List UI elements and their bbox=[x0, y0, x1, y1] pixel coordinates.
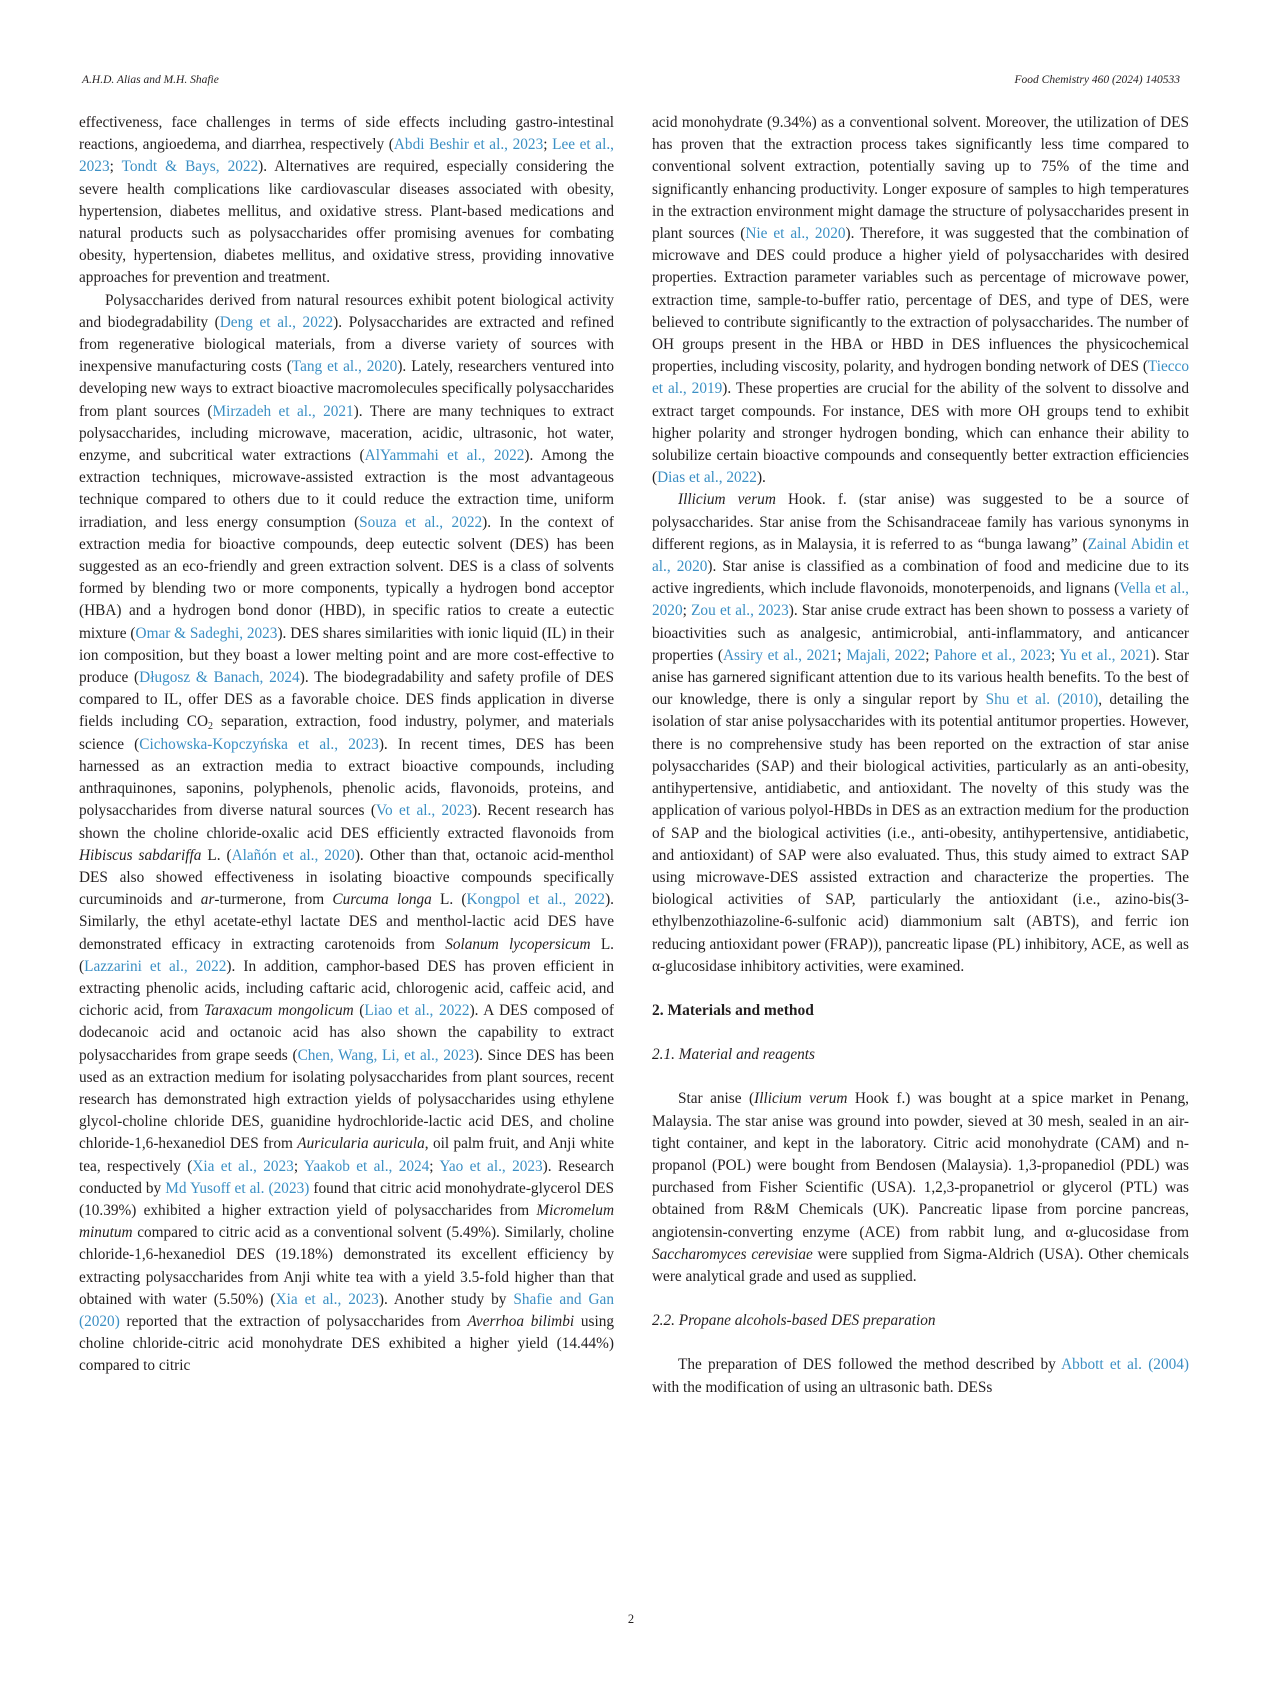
citation-link[interactable]: Majali, 2022 bbox=[846, 646, 926, 664]
page-number: 2 bbox=[627, 1612, 635, 1626]
citation-link[interactable]: Yaakob et al., 2024 bbox=[303, 1157, 430, 1175]
citation-link[interactable]: Abdi Beshir et al., 2023 bbox=[393, 136, 544, 154]
species-name: Curcuma longa bbox=[332, 891, 432, 909]
citation-link[interactable]: Dias et al., 2022 bbox=[657, 469, 757, 487]
citation-link[interactable]: Nie et al., 2020 bbox=[745, 225, 846, 243]
citation-link[interactable]: Chen, Wang, Li, et al., 2023 bbox=[297, 1046, 474, 1064]
species-name: Averrhoa bilimbi bbox=[467, 1312, 575, 1330]
citation-link[interactable]: Yu et al., 2021 bbox=[1059, 646, 1151, 664]
paragraph: The preparation of DES followed the method described by Abbott et al. (2004) with the modification of using an ultrasonic bath. DESs bbox=[652, 1356, 1189, 1396]
citation-link[interactable]: Xia et al., 2023 bbox=[275, 1290, 379, 1308]
species-name: Micromelum minutum bbox=[79, 1201, 614, 1242]
citation-link[interactable]: Abbott et al. (2004) bbox=[1061, 1356, 1189, 1374]
citation-link[interactable]: Shafie and Gan (2020) bbox=[79, 1290, 614, 1330]
species-name: Auricularia auricula bbox=[297, 1135, 425, 1153]
paragraph: acid monohydrate (9.34%) as a conventional solvent. Moreover, the utilization of DES has proven that the extraction process takes significantly less time compared to conventional solvent extraction, potentially saving up to 75% of the time and significantly enhancing productivity. Longer exposure of samples to high temperatures in the extraction environment might damage the structure of polysaccharides present in plant sources (Nie et al., 2020). Therefore, it was suggested that the combination of microwave and DES could produce a higher yield of polysaccharides with desired properties. Extraction parameter variables such as percentage of microwave power, extraction time, sample-to-buffer ratio, percentage of DES, and type of DES, were believed to contribute significantly to the extraction of polysaccharides. The number of OH groups present in the HBA or HBD in DES influences the physicochemical properties, including viscosity, polarity, and hydrogen bonding network of DES (Tiecco et al., 2019). These properties are crucial for the ability of the solvent to dissolve and extract target compounds. For instance, DES with more OH groups tend to exhibit higher polarity and stronger hydrogen bonding, which can enhance their ability to solubilize certain bioactive compounds and consequently better extraction efficiencies (Dias et al., 2022). bbox=[652, 114, 1189, 487]
citation-link[interactable]: Tondt & Bays, 2022 bbox=[121, 158, 259, 176]
citation-link[interactable]: Assiry et al., 2021 bbox=[722, 646, 838, 664]
citation-link[interactable]: Długosz & Banach, 2024 bbox=[139, 669, 300, 687]
citation-link[interactable]: Vella et al., 2020 bbox=[652, 580, 1189, 620]
citation-link[interactable]: Kongpol et al., 2022 bbox=[466, 891, 606, 909]
section-heading: 2. Materials and method bbox=[652, 1001, 814, 1019]
species-name: Solanum lycopersicum bbox=[445, 935, 591, 953]
citation-link[interactable]: Pahore et al., 2023 bbox=[934, 646, 1052, 664]
citation-link[interactable]: Alañón et al., 2020 bbox=[231, 846, 355, 864]
citation-link[interactable]: Omar & Sadeghi, 2023 bbox=[135, 624, 278, 642]
paragraph: effectiveness, face challenges in terms of side effects including gastro-intestinal reactions, angioedema, and diarrhea, respectively (Abdi Beshir et al., 2023; Lee et al., 2023; Tondt & Bays, 2022). Alternatives are required, especially considering the severe health complications like cardiovascular diseases associated with obesity, hypertension, diabetes mellitus, and oxidative stress. Plant-based medications and natural products such as polysaccharides offer promising avenues for combating obesity, hypertension, diabetes mellitus, and oxidative stress, providing innovative approaches for prevention and treatment. bbox=[79, 114, 614, 287]
citation-link[interactable]: Liao et al., 2022 bbox=[364, 1002, 470, 1020]
species-name: Taraxacum mongolicum bbox=[204, 1002, 354, 1020]
citation-link[interactable]: Shu et al. (2010) bbox=[985, 691, 1099, 709]
citation-link[interactable]: Md Yusoff et al. (2023) bbox=[165, 1179, 310, 1197]
citation-link[interactable]: Zainal Abidin et al., 2020 bbox=[652, 535, 1189, 576]
citation-link[interactable]: AlYammahi et al., 2022 bbox=[364, 447, 525, 465]
species-name: Saccharomyces cerevisiae bbox=[652, 1245, 813, 1263]
citation-link[interactable]: Xia et al., 2023 bbox=[192, 1157, 294, 1175]
subsection-heading: 2.1. Material and reagents bbox=[652, 1046, 816, 1064]
citation-link[interactable]: Lee et al., 2023 bbox=[79, 136, 614, 176]
paragraph: Polysaccharides derived from natural resources exhibit potent biological activity and biodegradability (Deng et al., 2022). Polysaccharides are extracted and refined from regenerative biological materials, from a diverse variety of sources with inexpensive manufacturing costs (Tang et al., 2020). Lately, researchers ventured into developing new ways to extract bioactive macromolecules specifically polysaccharides from plant sources (Mirzadeh et al., 2021). There are many techniques to extract polysaccharides, including microwave, maceration, acidic, ultrasonic, hot water, enzyme, and subcritical water extractions (AlYammahi et al., 2022). Among the extraction techniques, microwave-assisted extraction is the most advantageous technique compared to others due to it could reduce the extraction time, uniform irradiation, and less energy consumption (Souza et al., 2022). In the context of extraction media for bioactive compounds, deep eutectic solvent (DES) has been suggested as an eco-friendly and green extraction solvent. DES is a class of solvents formed by blending two or more components, typically a hydrogen bond acceptor (HBA) and a hydrogen bond donor (HBD), in specific ratios to create a eutectic mixture (Omar & Sadeghi, 2023). DES shares similarities with ionic liquid (IL) in their ion composition, but they boast a lower melting point and are more cost-effective to produce (Długosz & Banach, 2024). The biodegradability and safety profile of DES compared to IL, offer DES as a favorable choice. DES finds application in diverse fields including $CO_2$ separation, extraction, food industry, polymer, and materials science (Cichowska-Kopczyńska et al., 2023). In recent times, DES has been harnessed as an extraction media to extract bioactive compounds, including anthraquinones, saponins, polyphenols, phenolic acids, flavonoids, proteins, and polysaccharides from diverse natural sources (Vo et al., 2023). Recent research has shown the choline chloride-oxalic acid DES efficiently extracted flavonoids from Hibiscus sabdariffa L. (Alañón et al., 2020). Other than that, octanoic acid-menthol DES also showed effectiveness in isolating bioactive compounds specifically curcuminoids and ar-turmerone, from Curcuma longa L. (Kongpol et al., 2022). Similarly, the ethyl acetate-ethyl lactate DES and menthol-lactic acid DES have demonstrated efficacy in extracting carotenoids from Solanum lycopersicum L. (Lazzarini et al., 2022). In addition, camphor-based DES has proven efficient in extracting phenolic acids, including caftaric acid, chlorogenic acid, caffeic acid, and cichoric acid, from Taraxacum mongolicum (Liao et al., 2022). A DES composed of dodecanoic acid and octanoic acid has also shown the capability to extract polysaccharides from grape seeds (Chen, Wang, Li, et al., 2023). Since DES has been used as an extraction medium for isolating polysaccharides from plant sources, recent research has demonstrated high extraction yields of polysaccharides using ethylene glycol-choline chloride DES, guanidine hydrochloride-lactic acid DES, and choline chloride-1,6-hexanediol DES from Auricularia auricula, oil palm fruit, and Anji white tea, respectively (Xia et al., 2023; Yaakob et al., 2024; Yao et al., 2023). Research conducted by Md Yusoff et al. (2023) found that citric acid monohydrate-glycerol DES (10.39%) exhibited a higher extraction yield of polysaccharides from Micromelum minutum compared to citric acid as a conventional solvent (5.49%). Similarly, choline chloride-1,6-hexanediol DES (19.18%) demonstrated its excellent efficiency by extracting polysaccharides from Anji white tea with a yield 3.5-fold higher than that obtained with water (5.50%) (Xia et al., 2023). Another study by Shafie and Gan (2020) reported that the extraction of polysaccharides from Averrhoa bilimbi using choline chloride-citric acid monohydrate DES exhibited a higher yield (14.44%) compared to citric bbox=[79, 291, 615, 1375]
running-head bbox=[82, 74, 1180, 94]
citation-link[interactable]: Souza et al., 2022 bbox=[359, 513, 483, 531]
left-column bbox=[79, 112, 614, 1378]
citation-link[interactable]: Deng et al., 2022 bbox=[219, 313, 334, 331]
running-head-journal: Food Chemistry 460 (2024) 140533 bbox=[1014, 74, 1180, 86]
right-column bbox=[652, 112, 1189, 1399]
paragraph: Illicium verum Hook. f. (star anise) was suggested to be a source of polysaccharides. Star anise from the Schisandraceae family has various synonyms in different regions, as in Malaysia, it is referred to as “bunga lawang” (Zainal Abidin et al., 2020). Star anise is classified as a combination of food and medicine due to its active ingredients, which include flavonoids, monoterpenoids, and lignans (Vella et al., 2020; Zou et al., 2023). Star anise crude extract has been shown to possess a variety of bioactivities such as analgesic, antimicrobial, anti-inflammatory, and anticancer properties (Assiry et al., 2021; Majali, 2022; Pahore et al., 2023; Yu et al., 2021). Star anise has garnered significant attention due to its various health benefits. To the best of our knowledge, there is only a singular report by Shu et al. (2010), detailing the isolation of star anise polysaccharides with its potential antitumor properties. However, there is no comprehensive study has been reported on the extraction of star anise polysaccharides (SAP) and their biological activities, particularly as an anti-obesity, antihypertensive, antidiabetic, and antioxidant. The novelty of this study was the application of various polyol-HBDs in DES as an extraction medium for the production of SAP and the biological activities (i.e., anti-obesity, antihypertensive, antidiabetic, and antioxidant) of SAP were also evaluated. Thus, this study aimed to extract SAP using microwave-DES assisted extraction and characterize the properties. The biological activities of SAP, particularly the antioxidant (i.e., azino-bis(3-ethylbenzothiazoline-6-sulfonic acid) diammonium salt (ABTS), and ferric ion reducing antioxidant power (FRAP)), pancreatic lipase (PL) inhibitory, ACE, as well as α-glucosidase inhibitory activities, were examined. bbox=[652, 491, 1189, 975]
species-name: Hibiscus sabdariffa bbox=[79, 846, 202, 864]
citation-link[interactable]: Mirzadeh et al., 2021 bbox=[212, 402, 354, 420]
citation-link[interactable]: Lazzarini et al., 2022 bbox=[84, 957, 227, 975]
citation-link[interactable]: Tang et al., 2020 bbox=[291, 358, 398, 376]
citation-link[interactable]: Tiecco et al., 2019 bbox=[652, 358, 1189, 398]
species-name: Illicium verum bbox=[678, 491, 776, 509]
paragraph: Star anise (Illicium verum Hook f.) was bought at a spice market in Penang, Malaysia. The star anise was ground into powder, sieved at 30 mesh, sealed in an air-tight container, and kept in the laboratory. Citric acid monohydrate (CAM) and n-propanol (POL) were bought from Bendosen (Malaysia). 1,3-propanediol (PDL) was purchased from Fisher Scientific (USA). 1,2,3-propanetriol or glycerol (PTL) was obtained from R&M Chemicals (UK). Pancreatic lipase from porcine pancreas, angiotensin-converting enzyme (ACE) from rabbit lung, and α-glucosidase from Saccharomyces cerevisiae were supplied from Sigma-Aldrich (USA). Other chemicals were analytical grade and used as supplied. bbox=[652, 1090, 1189, 1285]
citation-link[interactable]: Cichowska-Kopczyńska et al., 2023 bbox=[139, 735, 379, 753]
citation-link[interactable]: Yao et al., 2023 bbox=[439, 1157, 543, 1175]
subsection-heading: 2.2. Propane alcohols-based DES preparation bbox=[652, 1312, 936, 1330]
species-name: Illicium verum bbox=[754, 1090, 848, 1108]
citation-link[interactable]: Vo et al., 2023 bbox=[375, 802, 473, 820]
citation-link[interactable]: Zou et al., 2023 bbox=[691, 602, 789, 620]
running-head-authors: A.H.D. Alias and M.H. Shafie bbox=[82, 74, 219, 86]
